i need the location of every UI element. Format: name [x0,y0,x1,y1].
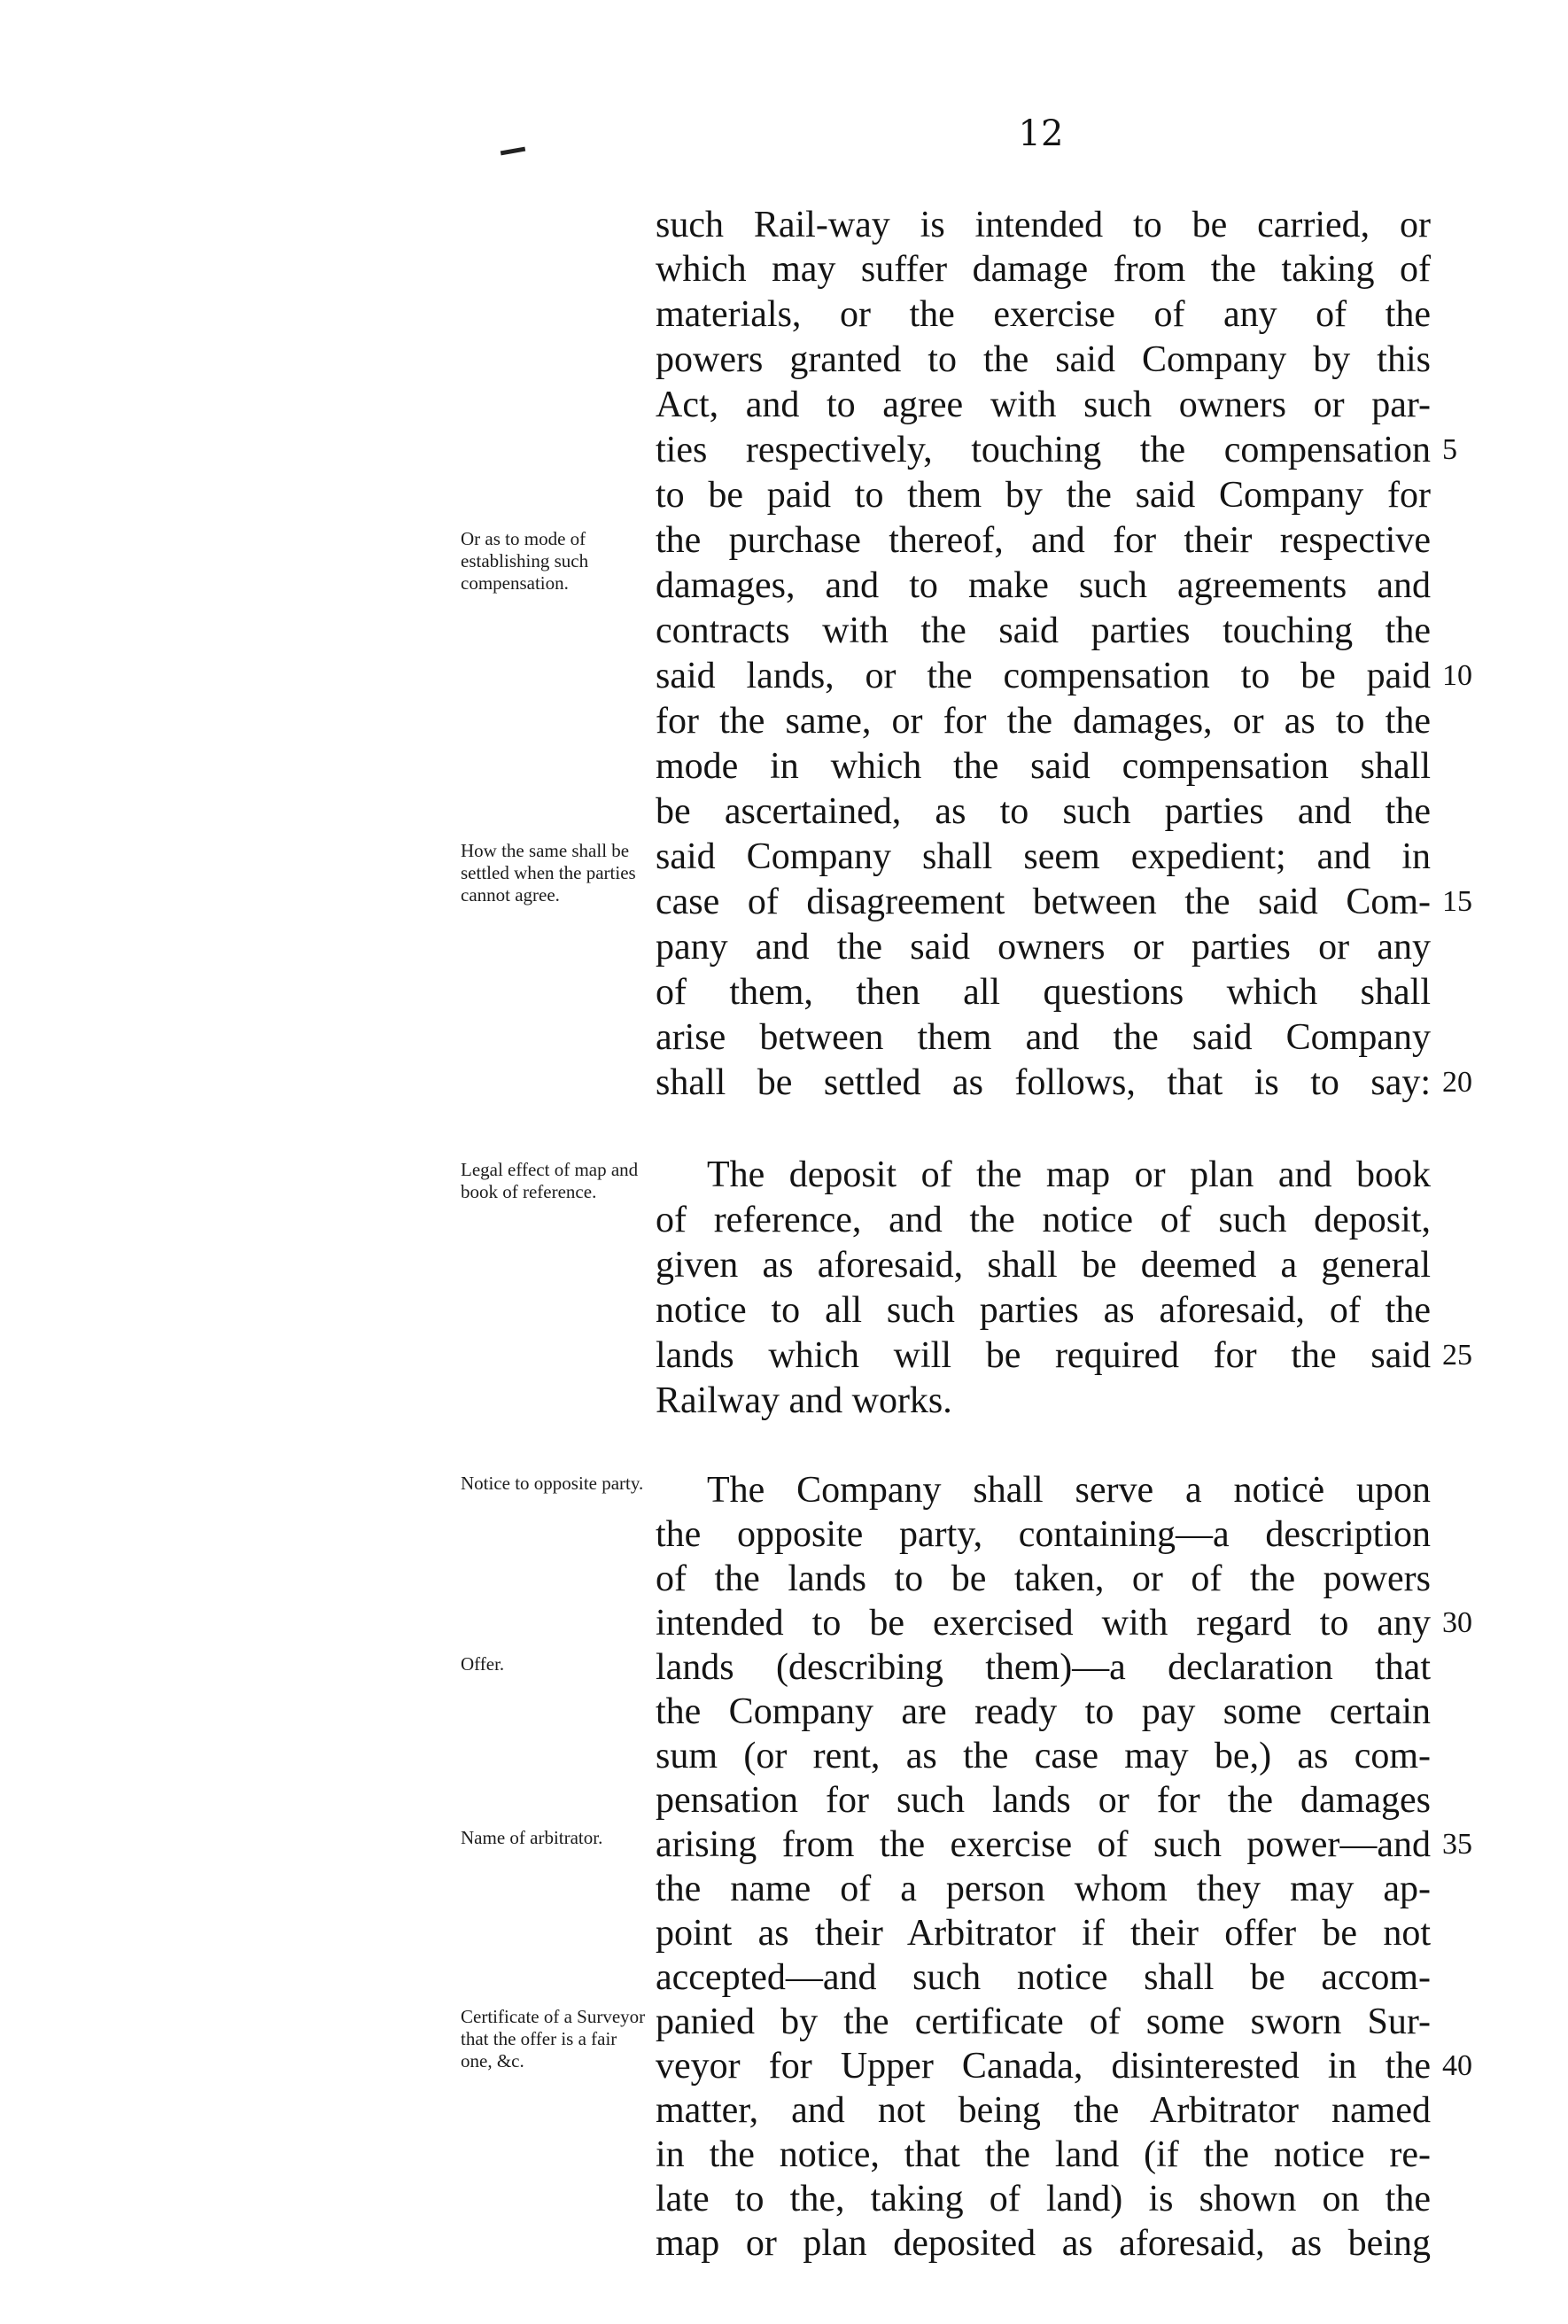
line-number: 15 [1442,885,1472,918]
text-line: the name of a person whom they may ap- [656,1869,1431,1909]
text-line: the purchase thereof, and for their respective [656,520,1431,561]
side-note: Certificate of a Surveyor that the offer is a fair one, &c. [461,2006,646,2071]
text-line: which may suffer damage from the taking of [656,249,1431,290]
page-number: 12 [1018,113,1064,154]
text-line: said Company shall seem expedient; and in [656,836,1431,877]
stray-mark [501,147,525,156]
text-line: given as aforesaid, shall be deemed a general [656,1245,1431,1286]
line-number: 40 [1442,2049,1472,2082]
text-line: The deposit of the map or plan and book [707,1154,1431,1195]
text-line: The Company shall serve a noticė upon [707,1470,1431,1511]
text-line: in the notice, that the land (if the notice re- [656,2134,1431,2175]
text-line: mode in which the said compensation shall [656,746,1431,787]
text-line: of reference, and the notice of such deposit, [656,1200,1431,1240]
side-note: Or as to mode of establishing such compensation. [461,528,589,594]
text-line: accepted—and such notice shall be accom- [656,1957,1431,1998]
text-line: notice to all such parties as aforesaid, of the [656,1290,1431,1331]
side-note: Name of arbitrator. [461,1827,603,1848]
line-number: 25 [1442,1339,1472,1372]
text-line: the Company are ready to pay some certain [656,1691,1431,1732]
text-line: shall be settled as follows, that is to say: [656,1062,1431,1103]
text-line: point as their Arbitrator if their offer be not [656,1913,1431,1954]
side-note: Legal effect of map and book of reference. [461,1159,639,1202]
line-number: 5 [1442,433,1457,466]
text-line: such Rail-way is intended to be carried, or [656,205,1431,245]
text-line: map or plan deposited as aforesaid, as being [656,2223,1431,2264]
text-line: lands (describing them)—a declaration that [656,1647,1431,1688]
text-line: damages, and to make such agreements and [656,565,1431,606]
text-line: to be paid to them by the said Company for [656,475,1431,516]
line-number: 20 [1442,1066,1472,1099]
text-line: for the same, or for the damages, or as to the [656,701,1431,742]
text-line: powers granted to the said Company by this [656,339,1431,380]
side-note: Offer. [461,1653,505,1675]
line-number: 10 [1442,659,1472,692]
line-number: 35 [1442,1828,1472,1861]
text-line: arising from the exercise of such power—and [656,1824,1431,1865]
text-line: arise between them and the said Company [656,1017,1431,1058]
text-line: contracts with the said parties touching the [656,610,1431,651]
text-line: the opposite party, containing—a description [656,1514,1431,1555]
text-line: Act, and to agree with such owners or par- [656,385,1431,425]
text-line: veyor for Upper Canada, disinterested in the [656,2046,1431,2087]
text-line: pensation for such lands or for the damages [656,1780,1431,1821]
text-line: pany and the said owners or parties or any [656,927,1431,968]
text-line: be ascertained, as to such parties and the [656,791,1431,832]
text-line: ties respectively, touching the compensation [656,430,1431,470]
text-line: lands which will be required for the said [656,1335,1431,1376]
line-number: 30 [1442,1606,1472,1639]
text-line: sum (or rent, as the case may be,) as com- [656,1736,1431,1776]
text-line: late to the, taking of land) is shown on the [656,2179,1431,2219]
side-note: Notice to opposite party. [461,1473,644,1494]
text-line: matter, and not being the Arbitrator named [656,2090,1431,2131]
text-line: panied by the certificate of some sworn Sur- [656,2001,1431,2042]
text-line: of them, then all questions which shall [656,972,1431,1013]
side-note: How the same shall be settled when the parties cannot agree. [461,840,636,906]
text-line: said lands, or the compensation to be paid [656,656,1431,696]
text-line: materials, or the exercise of any of the [656,294,1431,335]
text-line: of the lands to be taken, or of the powers [656,1558,1431,1599]
text-line: case of disagreement between the said Com- [656,882,1431,922]
text-line: intended to be exercised with regard to any [656,1603,1431,1644]
text-line: Railway and works. [656,1380,952,1421]
